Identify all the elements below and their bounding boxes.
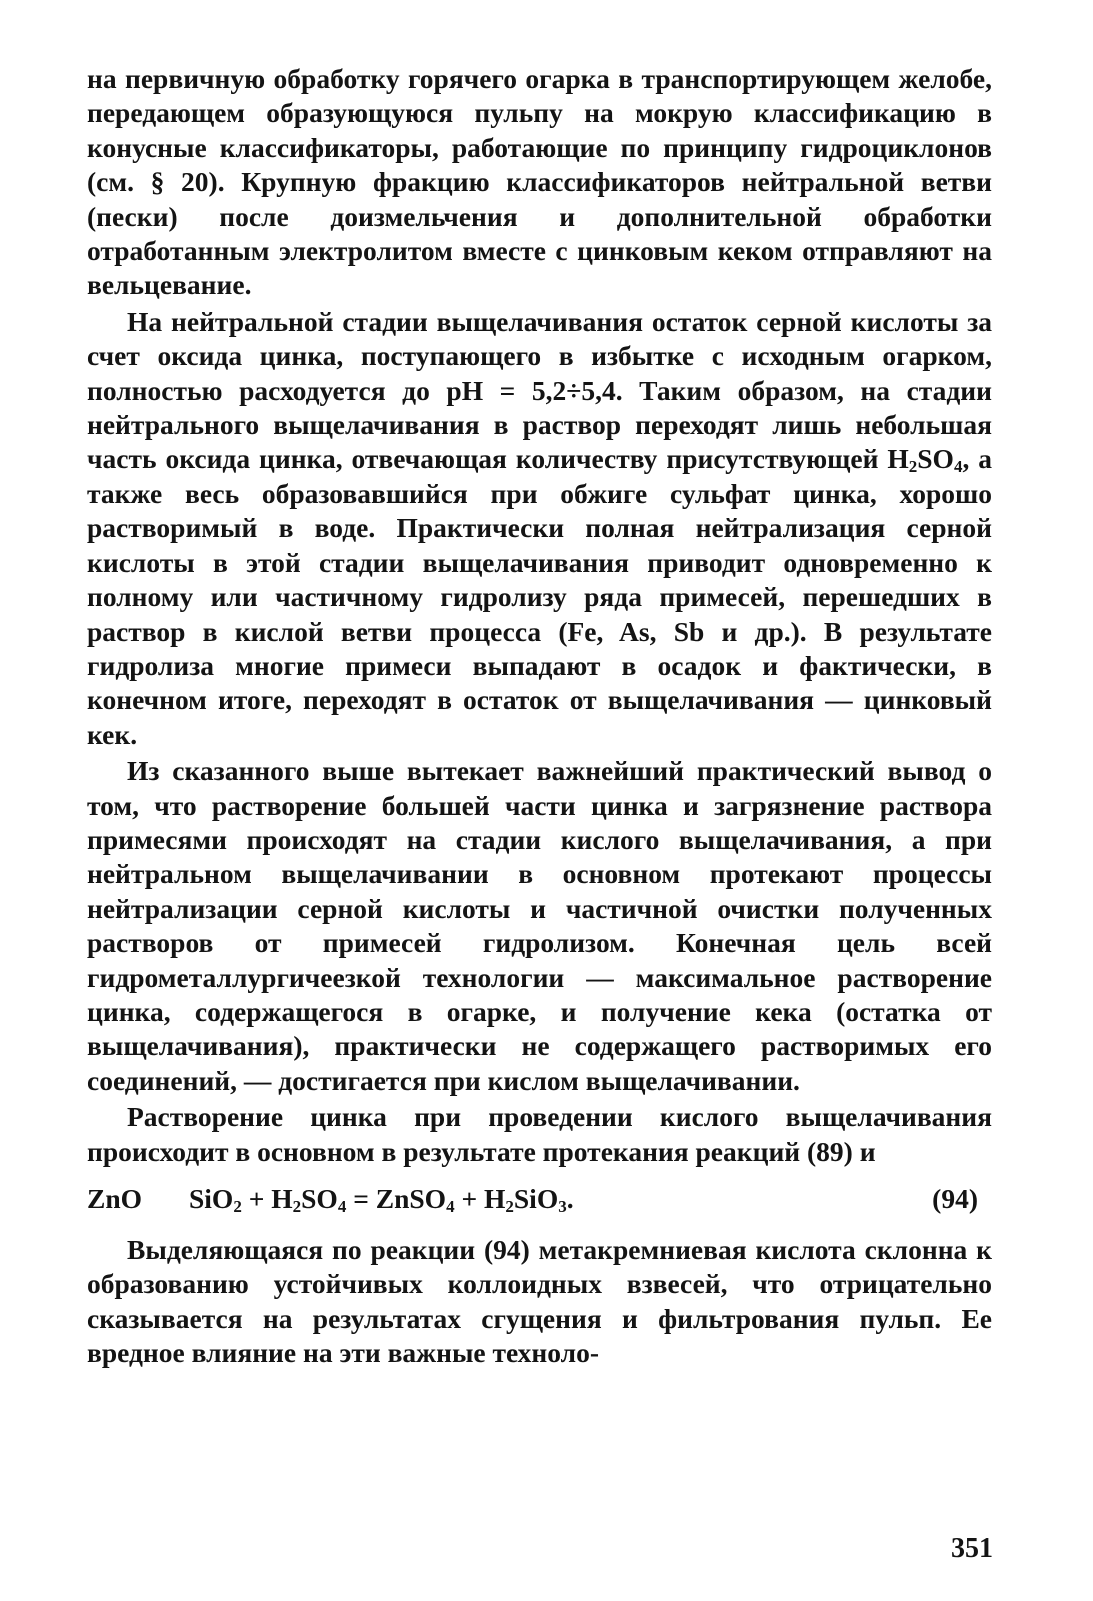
equation-zno: ZnO <box>87 1183 143 1214</box>
page-text-block <box>87 62 992 1371</box>
paragraph-3-bold-statement: Конечная цель всей гидрометаллургичеезкой технологии — максимальное растворение цинка, содержащегося в огарке, и <box>87 927 993 1027</box>
eq-so: SO <box>301 1183 338 1214</box>
eq-sub: 2 <box>292 1197 302 1216</box>
paragraph-3 <box>87 754 992 1098</box>
subscript-4: 4 <box>953 457 963 477</box>
eq-sub: 4 <box>337 1197 347 1216</box>
paragraph-3-part-c: получение кека (остатка от выщелачивания), практически не содержащего растворимых его соединений, — достигается при кислом выщелачивании. <box>87 995 992 1096</box>
eq-sio3: SiO <box>513 1183 559 1214</box>
paragraph-5: Выделяющаяся по реакции (94) метакремниевая кислота склонна к образованию устойчивых коллоидных взвесей, что отрицательно сказывается на результатах сгущения и фильтрования пульп. Ее вредное влияние на эти важные техноло- <box>87 1234 992 1369</box>
eq-plus: + H <box>241 1183 293 1214</box>
equation-number: (94) <box>932 1183 978 1214</box>
eq-sub: 2 <box>233 1197 242 1216</box>
subscript-2: 2 <box>908 457 918 477</box>
paragraph-1: на первичную обработку горячего огарка в транспортирующем желобе, передающем образующуюся пульпу на мокрую классификацию в конусные классификаторы, работающие по принципу гидроциклонов (см. § 20). Крупную фракцию классификаторов нейтральной ветви (пески) после доизмельчения и дополнительной обработки отработанным электролитом вместе с цинковым кеком отправляют на вельцевание. <box>87 63 992 301</box>
paragraph-2-part-a: На нейтральной стадии выщелачивания остаток серной кислоты за счет оксида цинка, поступающего в избытке с исходным огарком, полностью расходуется до pH = 5,2÷5,4. Таким образом, на стадии нейтрального выщелачивания в раствор переходят лишь небольшая часть оксида цинка, отвечающая количеству присутствующей H <box>87 305 992 475</box>
paragraph-2 <box>87 305 992 752</box>
paragraph-2-part-c: , а также весь образовавшийся при обжиге сульфат цинка, хорошо растворимый в воде. Практически полная нейтрализация серной кислоты в этой стадии выщелачивания приводит одновременно к полному или частичному гидролизу ряда примесей, перешедших в раствор в кислой ветви процесса (Fe, As, Sb и др.). В результате гидролиза многие примеси выпадают в осадок и фактически, в конечном итоге, переходят в остаток от выщелачивания — цинковый кек. <box>87 443 992 750</box>
page-number: 351 <box>951 1533 993 1564</box>
eq-sio: SiO <box>189 1183 234 1214</box>
paragraph-3-part-a: Из сказанного выше вытекает важнейший практический вывод о том, что растворение большей части цинка и загрязнение раствора примесями происходят на стадии кислого выщелачивания, а при нейтральном выщелачивании в основном протекают процессы нейтрализации серной кислоты и частичной очистки полученных растворов от примесей гидролизом. <box>87 755 992 959</box>
eq-sub: 4 <box>446 1197 455 1216</box>
equation-body <box>189 1179 574 1219</box>
equation-94 <box>87 1179 992 1219</box>
eq-dot: . <box>566 1183 574 1214</box>
eq-sub: 2 <box>505 1197 514 1216</box>
paragraph-2-part-b: SO <box>917 443 954 475</box>
eq-equals: = ZnSO <box>346 1183 447 1214</box>
paragraph-4: Растворение цинка при проведении кислого выщелачивания происходит в основном в результате протекания реакций (89) и <box>87 1101 992 1167</box>
eq-plus: + H <box>454 1183 506 1214</box>
eq-sub: 3 <box>558 1197 567 1216</box>
